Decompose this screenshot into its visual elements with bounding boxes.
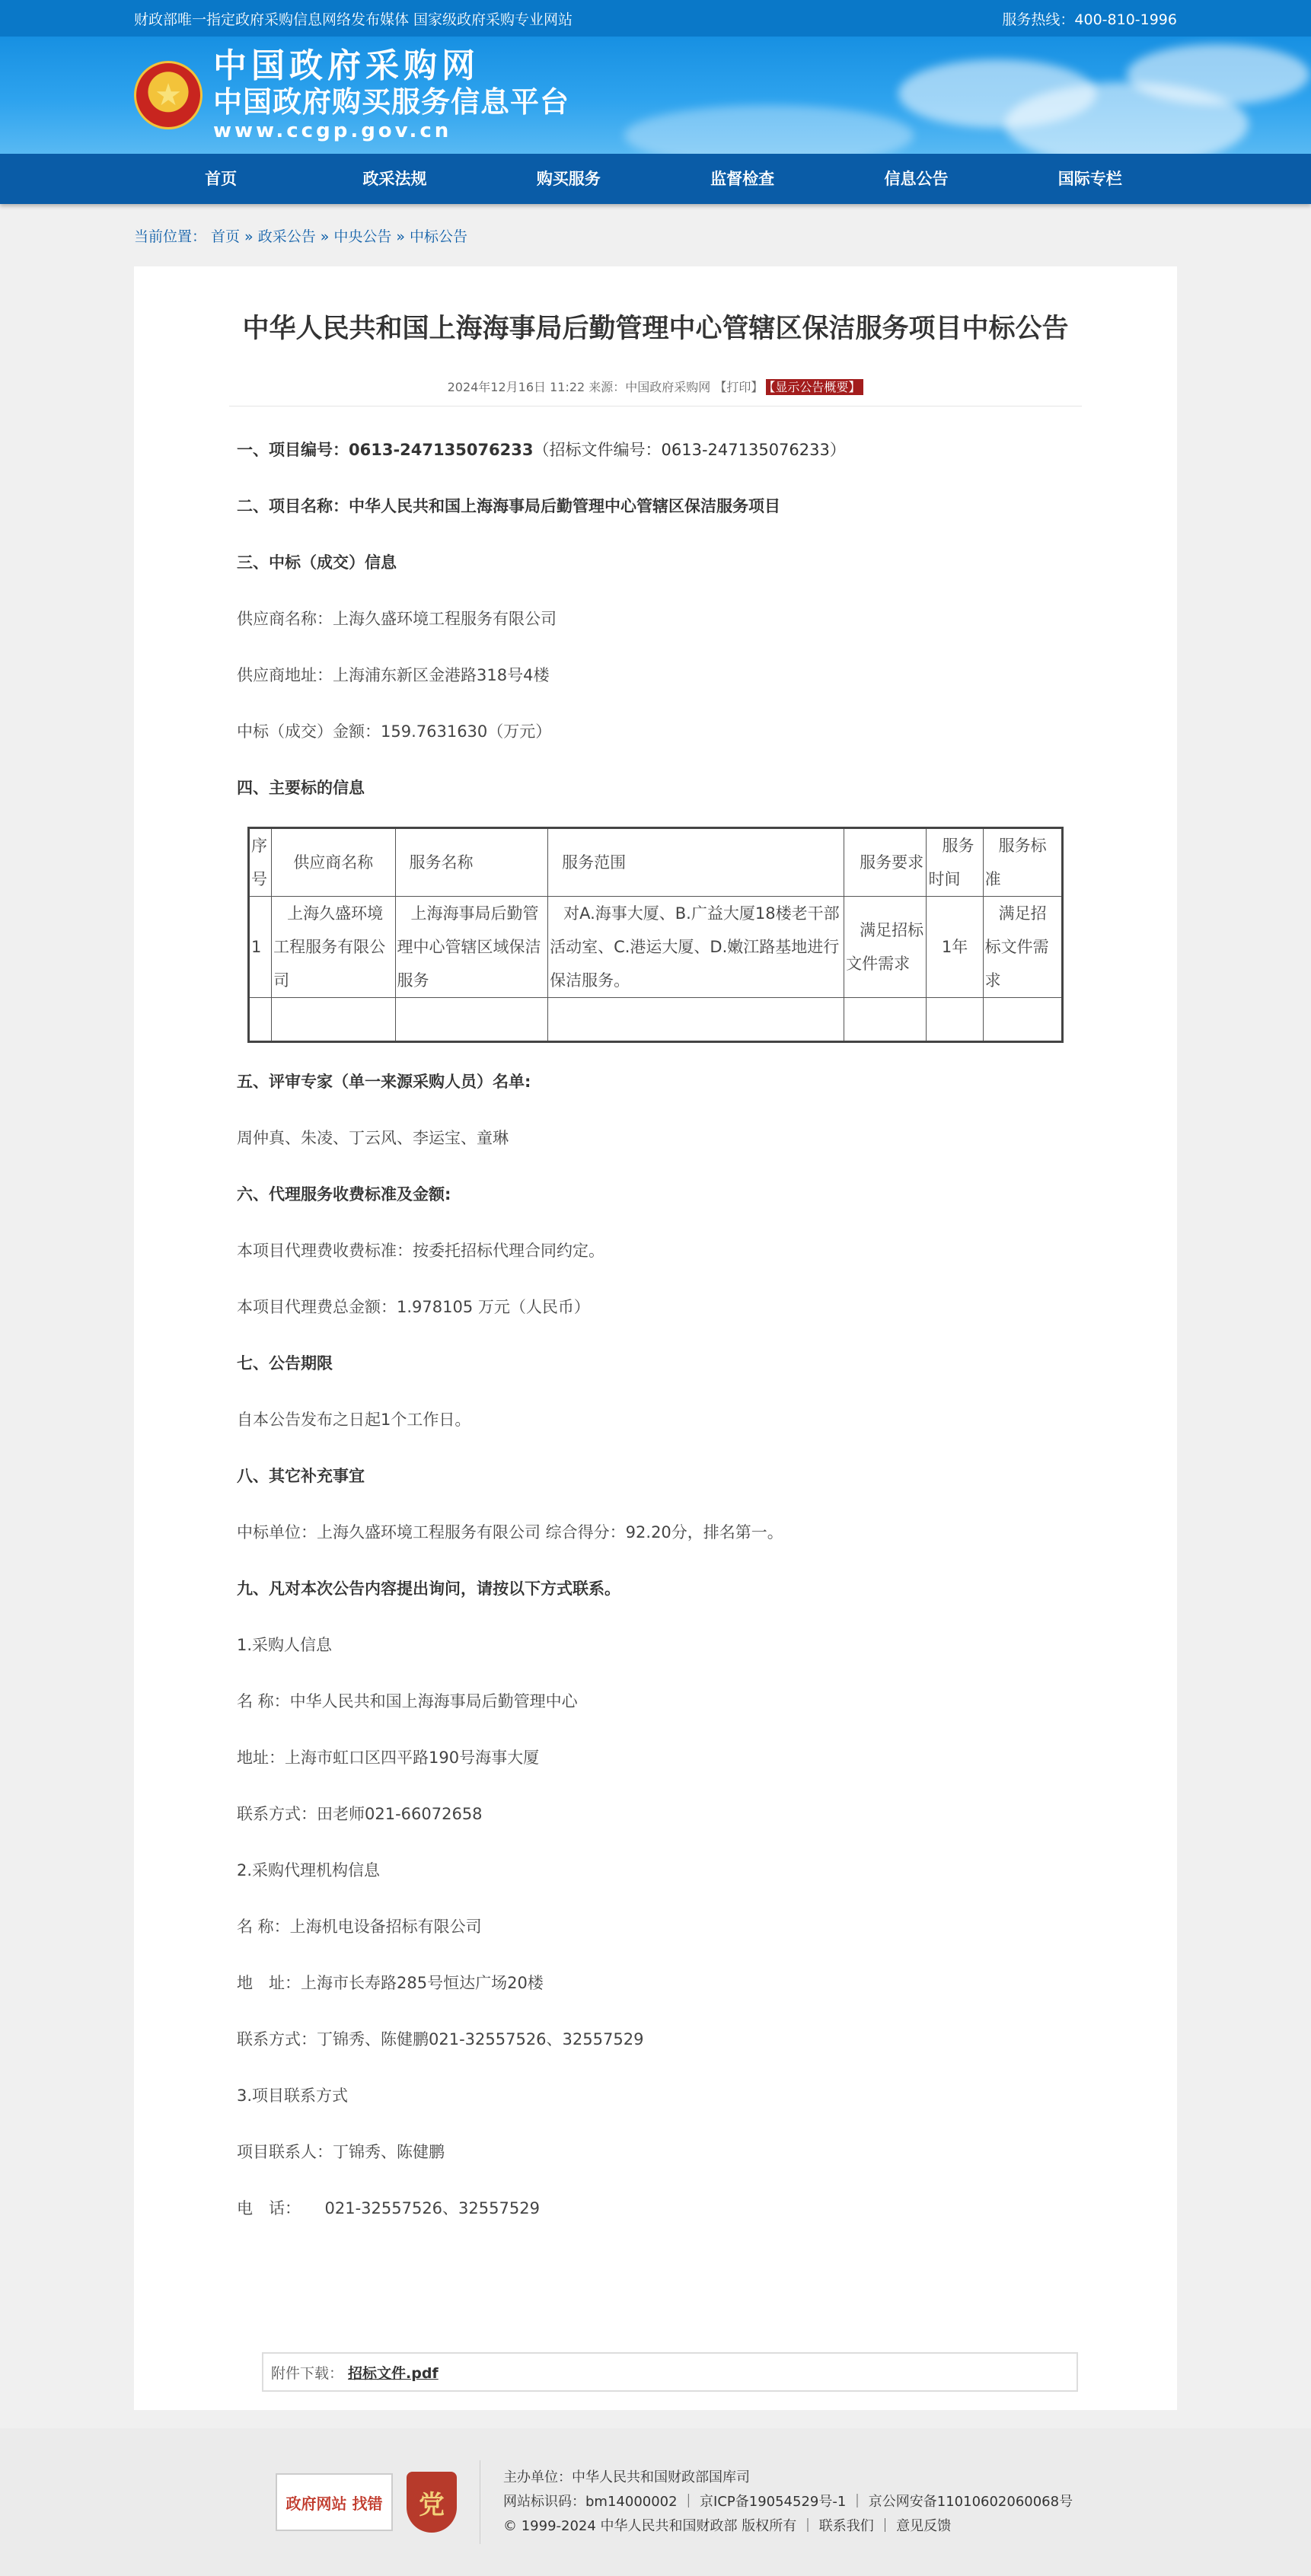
fee-total: 本项目代理费总金额：1.978105 万元（人民币） xyxy=(237,1298,590,1316)
nav-home[interactable]: 首页 xyxy=(205,170,238,188)
nav-purchase-services[interactable]: 购买服务 xyxy=(536,170,601,188)
page-title: 中华人民共和国上海海事局后勤管理中心管辖区保洁服务项目中标公告 xyxy=(242,314,1069,344)
cell-service-name: 上海海事局后勤管理中心管辖区域保洁服务 xyxy=(395,897,548,998)
agency-address: 地 址：上海市长寿路285号恒达广场20楼 xyxy=(237,1974,544,1992)
site-logo[interactable] xyxy=(213,47,569,143)
top-bar-slogan: 财政部唯一指定政府采购信息网络发布媒体 国家级政府采购专业网站 xyxy=(134,11,573,28)
logo-line-2: 中国政府购买服务信息平台 xyxy=(213,85,570,119)
cell-supplier: 上海久盛环境工程服务有限公司 xyxy=(272,897,395,998)
attachment-box xyxy=(262,2352,1078,2392)
hotline: 服务热线：400-810-1996 xyxy=(1002,11,1177,28)
cell-service-time: 1年 xyxy=(927,897,983,998)
nav-supervision[interactable]: 监督检查 xyxy=(710,170,775,188)
breadcrumb-home[interactable]: 首页 » xyxy=(211,228,254,245)
agency-heading: 2.采购代理机构信息 xyxy=(237,1861,381,1879)
section-8: 八、其它补充事宜 xyxy=(237,1467,365,1485)
th-service-name: 服务名称 xyxy=(395,828,548,897)
expert-list: 周仲真、朱凌、丁云风、李运宝、童琳 xyxy=(237,1129,509,1147)
project-contact-person: 项目联系人：丁锦秀、陈健鹏 xyxy=(237,2143,445,2161)
agency-name: 名 称：上海机电设备招标有限公司 xyxy=(237,1918,482,1936)
breadcrumb-central[interactable]: 中央公告 » xyxy=(333,228,406,245)
article-container xyxy=(134,266,1177,2410)
section-6: 六、代理服务收费标准及金额: xyxy=(237,1185,451,1204)
notice-period: 自本公告发布之日起1个工作日。 xyxy=(237,1411,471,1429)
section-1-label: 一、项目编号： xyxy=(237,441,349,459)
purchaser-heading: 1.采购人信息 xyxy=(237,1636,333,1654)
project-code: 0613-247135076233 xyxy=(349,441,534,459)
nav-international[interactable]: 国际专栏 xyxy=(1057,170,1122,188)
logo-url: www.ccgp.gov.cn xyxy=(213,120,452,142)
other-info: 中标单位：上海久盛环境工程服务有限公司 综合得分：92.20分，排名第一。 xyxy=(237,1523,783,1541)
breadcrumb-award[interactable]: 中标公告 xyxy=(410,228,468,245)
th-service-std: 服务标准 xyxy=(983,828,1062,897)
cell-service-std: 满足招标文件需求 xyxy=(983,897,1062,998)
th-service-scope: 服务范围 xyxy=(548,828,844,897)
footer-registration: 网站标识码：bm14000002 ｜ 京ICP备19054529号-1 ｜ 京公网安备11010602060068号 xyxy=(503,2494,1073,2510)
article-meta xyxy=(134,378,1177,395)
cell-index: 1 xyxy=(249,897,272,998)
section-7: 七、公告期限 xyxy=(237,1354,333,1372)
project-contact-heading: 3.项目联系方式 xyxy=(237,2087,349,2105)
th-service-req: 服务要求 xyxy=(844,828,927,897)
footer-copyright: © 1999-2024 中华人民共和国财政部 版权所有 ｜ 联系我们 ｜ 意见反馈 xyxy=(503,2518,952,2534)
section-5: 五、评审专家（单一来源采购人员）名单: xyxy=(237,1073,531,1091)
table-header-row xyxy=(249,828,1063,897)
purchaser-address: 地址：上海市虹口区四平路190号海事大厦 xyxy=(237,1749,540,1767)
section-4: 四、主要标的信息 xyxy=(237,779,365,797)
table-row xyxy=(249,897,1063,998)
table-row-empty xyxy=(249,998,1063,1042)
top-bar xyxy=(0,0,1311,37)
attachment-link[interactable]: 招标文件.pdf xyxy=(348,2364,439,2382)
cell-service-scope: 对A.海事大厦、B.广益大厦18楼老干部活动室、C.港运大厦、D.嫩江路基地进行保洁服务。 xyxy=(548,897,844,998)
agency-contact: 联系方式：丁锦秀、陈健鹏021-32557526、32557529 xyxy=(237,2030,644,2048)
th-service-time: 服务时间 xyxy=(927,828,983,897)
party-org-badge-icon[interactable]: 党 xyxy=(407,2472,457,2533)
section-3: 三、中标（成交）信息 xyxy=(237,553,397,572)
show-summary-button[interactable]: 【显示公告概要】 xyxy=(766,379,863,395)
fee-standard: 本项目代理费收费标准：按委托招标代理合同约定。 xyxy=(237,1242,604,1260)
purchaser-name: 名 称：中华人民共和国上海海事局后勤管理中心 xyxy=(237,1692,578,1710)
award-amount: 中标（成交）金额：159.7631630（万元） xyxy=(237,722,552,741)
th-supplier: 供应商名称 xyxy=(272,828,395,897)
breadcrumb-prefix: 当前位置： xyxy=(134,228,207,245)
footer xyxy=(0,2428,1311,2576)
tender-doc-code: （招标文件编号：0613-247135076233） xyxy=(533,441,846,459)
supplier-name: 供应商名称：上海久盛环境工程服务有限公司 xyxy=(237,610,557,628)
footer-info xyxy=(503,2466,1073,2539)
th-index: 序号 xyxy=(249,828,272,897)
purchaser-contact: 联系方式：田老师021-66072658 xyxy=(237,1805,483,1823)
cell-service-req: 满足招标文件需求 xyxy=(844,897,927,998)
project-contact-phone: 电 话： 021-32557526、32557529 xyxy=(237,2199,540,2217)
breadcrumb xyxy=(134,204,1177,266)
article-body xyxy=(237,422,1074,2236)
subject-table xyxy=(247,827,1064,1043)
gov-site-error-report-icon[interactable]: 政府网站 找错 xyxy=(276,2473,393,2531)
main-nav xyxy=(0,154,1311,204)
nav-regulations[interactable]: 政采法规 xyxy=(362,170,427,188)
footer-host: 主办单位：中华人民共和国财政部国库司 xyxy=(503,2469,750,2485)
logo-line-1: 中国政府采购网 xyxy=(213,46,480,85)
national-emblem-icon: ★ xyxy=(134,61,203,129)
supplier-address: 供应商地址：上海浦东新区金港路318号4楼 xyxy=(237,666,550,684)
section-1 xyxy=(237,422,1074,478)
site-banner xyxy=(0,37,1311,154)
publish-info: 2024年12月16日 11:22 来源：中国政府采购网 【打印】 xyxy=(447,380,764,394)
nav-announcements[interactable]: 信息公告 xyxy=(884,170,949,188)
section-2: 二、项目名称：中华人民共和国上海海事局后勤管理中心管辖区保洁服务项目 xyxy=(237,497,780,515)
section-9: 九、凡对本次公告内容提出询问，请按以下方式联系。 xyxy=(237,1580,620,1598)
breadcrumb-procurement[interactable]: 政采公告 » xyxy=(257,228,330,245)
attachment-label: 附件下载： xyxy=(271,2364,344,2382)
